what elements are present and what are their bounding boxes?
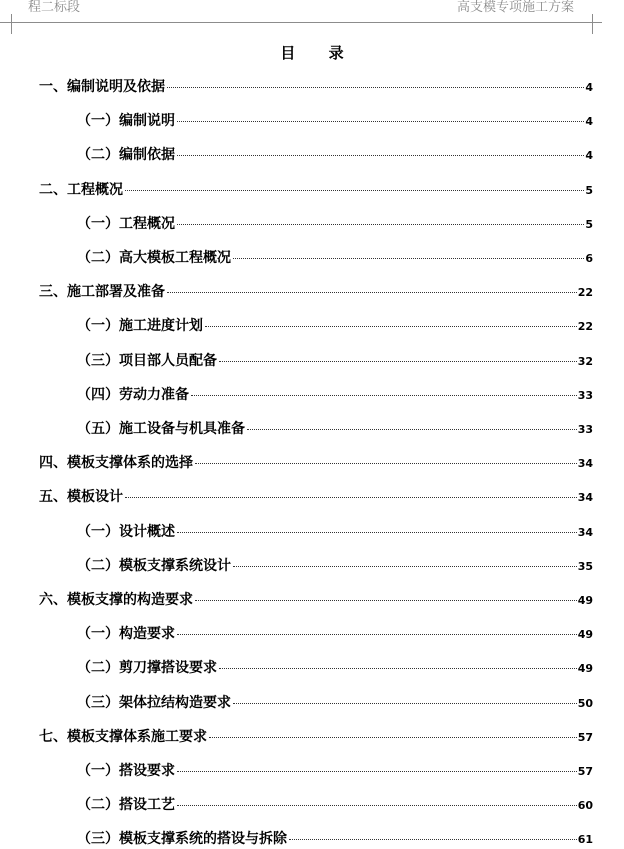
toc-leader-dots bbox=[177, 634, 577, 635]
toc-entry-page-number: 49 bbox=[577, 628, 593, 642]
toc-entry-page-number: 4 bbox=[585, 81, 593, 94]
toc-entry-page-number: 22 bbox=[577, 320, 593, 334]
toc-leader-dots bbox=[233, 258, 584, 259]
toc-entry-page-number: 35 bbox=[577, 559, 593, 573]
toc-entry-label: 二、工程概况 bbox=[39, 181, 123, 198]
toc-entry-label: （一）施工进度计划 bbox=[77, 318, 203, 335]
toc-entry-label: （三）架体拉结构造要求 bbox=[77, 694, 231, 711]
toc-leader-dots bbox=[247, 429, 577, 430]
toc-leader-dots bbox=[233, 703, 577, 704]
toc-entry-label: （二）搭设工艺 bbox=[77, 797, 175, 814]
header-rule bbox=[0, 22, 602, 23]
header-right-text: 高支模专项施工方案 bbox=[456, 0, 574, 15]
toc-leader-dots bbox=[191, 395, 577, 396]
toc-entry[interactable] bbox=[39, 78, 593, 97]
toc-entry-page-number: 5 bbox=[585, 217, 593, 231]
toc-entry[interactable] bbox=[77, 796, 593, 815]
toc-entry-label: （一）编制说明 bbox=[77, 113, 175, 130]
toc-entry[interactable] bbox=[39, 488, 593, 507]
toc-entry-page-number: 33 bbox=[577, 423, 593, 436]
toc-leader-dots bbox=[125, 190, 584, 191]
toc-entry[interactable] bbox=[77, 386, 593, 405]
toc-leader-dots bbox=[219, 668, 577, 669]
toc-entry-page-number: 57 bbox=[577, 730, 593, 744]
toc-leader-dots bbox=[177, 771, 577, 772]
toc-entry-page-number: 50 bbox=[577, 696, 593, 710]
toc-entry-label: （二）高大模板工程概况 bbox=[77, 250, 231, 266]
toc-entry-label: 六、模板支撑的构造要求 bbox=[39, 592, 193, 608]
toc-entry-page-number: 34 bbox=[577, 457, 593, 471]
toc-entry[interactable] bbox=[77, 523, 593, 542]
toc-entry[interactable] bbox=[39, 728, 593, 747]
toc-entry-label: （二）编制依据 bbox=[77, 147, 175, 164]
toc-entry-page-number: 32 bbox=[577, 354, 593, 368]
toc-entry-label: 三、施工部署及准备 bbox=[39, 284, 165, 301]
toc-entry[interactable] bbox=[77, 249, 593, 268]
toc-entry-page-number: 33 bbox=[577, 388, 593, 402]
toc-entry-label: （三）项目部人员配备 bbox=[77, 352, 217, 369]
toc-entry[interactable] bbox=[77, 317, 593, 336]
toc-entry-page-number: 49 bbox=[577, 662, 593, 676]
toc-entry[interactable] bbox=[77, 659, 593, 678]
toc-entry[interactable] bbox=[77, 625, 593, 644]
toc-entry-label: （一）搭设要求 bbox=[77, 763, 175, 779]
toc-leader-dots bbox=[195, 463, 577, 464]
toc-leader-dots bbox=[167, 87, 584, 88]
toc-entry-page-number: 61 bbox=[577, 833, 593, 847]
toc-entry-page-number: 5 bbox=[585, 183, 593, 197]
toc-entry[interactable] bbox=[77, 112, 593, 131]
toc-entry[interactable] bbox=[39, 454, 593, 473]
toc-entry[interactable] bbox=[77, 215, 593, 234]
toc-entry-page-number: 4 bbox=[585, 149, 593, 163]
header-corner-mark-left bbox=[11, 14, 12, 34]
toc-entry-label: 一、编制说明及依据 bbox=[39, 79, 165, 95]
toc-entry-page-number: 34 bbox=[577, 525, 593, 539]
toc-entry[interactable] bbox=[77, 557, 593, 576]
toc-entry-page-number: 4 bbox=[585, 115, 593, 129]
toc-entry[interactable] bbox=[77, 830, 593, 849]
toc-entry-label: 七、模板支撑体系施工要求 bbox=[39, 728, 207, 745]
toc-entry-page-number: 60 bbox=[577, 799, 593, 813]
toc-entry-label: （二）模板支撑系统设计 bbox=[77, 557, 231, 574]
toc-entry-page-number: 57 bbox=[577, 765, 593, 778]
toc-title: 目 录 bbox=[280, 44, 358, 62]
toc-entry-page-number: 34 bbox=[577, 491, 593, 505]
toc-entry-label: （一）构造要求 bbox=[77, 626, 175, 643]
toc-entry-page-number: 22 bbox=[577, 286, 593, 300]
toc-leader-dots bbox=[205, 326, 577, 327]
toc-leader-dots bbox=[177, 155, 584, 156]
toc-entry[interactable] bbox=[39, 283, 593, 302]
toc-entry[interactable] bbox=[39, 591, 593, 610]
toc-entry-page-number: 49 bbox=[577, 594, 593, 607]
header-left-text: 程二标段 bbox=[28, 0, 81, 15]
toc-leader-dots bbox=[167, 292, 577, 293]
toc-leader-dots bbox=[177, 805, 577, 806]
toc-entry-label: （四）劳动力准备 bbox=[77, 386, 189, 403]
toc-entry-label: 五、模板设计 bbox=[39, 489, 123, 506]
toc-entry-label: （三）模板支撑系统的搭设与拆除 bbox=[77, 831, 287, 848]
toc-leader-dots bbox=[125, 497, 577, 498]
toc-leader-dots bbox=[219, 361, 577, 362]
toc-leader-dots bbox=[177, 532, 577, 533]
toc-entry-label: （二）剪刀撑搭设要求 bbox=[77, 660, 217, 677]
toc-leader-dots bbox=[177, 224, 584, 225]
toc-entry[interactable] bbox=[77, 694, 593, 713]
toc-entry-label: （五）施工设备与机具准备 bbox=[77, 421, 245, 437]
toc-entry[interactable] bbox=[39, 181, 593, 200]
toc-leader-dots bbox=[209, 737, 577, 738]
toc-entry[interactable] bbox=[77, 352, 593, 371]
toc-entry-label: （一）工程概况 bbox=[77, 215, 175, 232]
toc-entry-page-number: 6 bbox=[585, 252, 593, 265]
toc-entry[interactable] bbox=[77, 762, 593, 781]
toc-leader-dots bbox=[195, 600, 577, 601]
toc-leader-dots bbox=[233, 566, 577, 567]
toc-entry[interactable] bbox=[77, 146, 593, 165]
toc-entry[interactable] bbox=[77, 420, 593, 439]
toc-entry-label: 四、模板支撑体系的选择 bbox=[39, 455, 193, 472]
toc-leader-dots bbox=[289, 839, 577, 840]
header-corner-mark-right bbox=[592, 14, 593, 34]
toc-leader-dots bbox=[177, 121, 584, 122]
toc-entry-label: （一）设计概述 bbox=[77, 523, 175, 540]
